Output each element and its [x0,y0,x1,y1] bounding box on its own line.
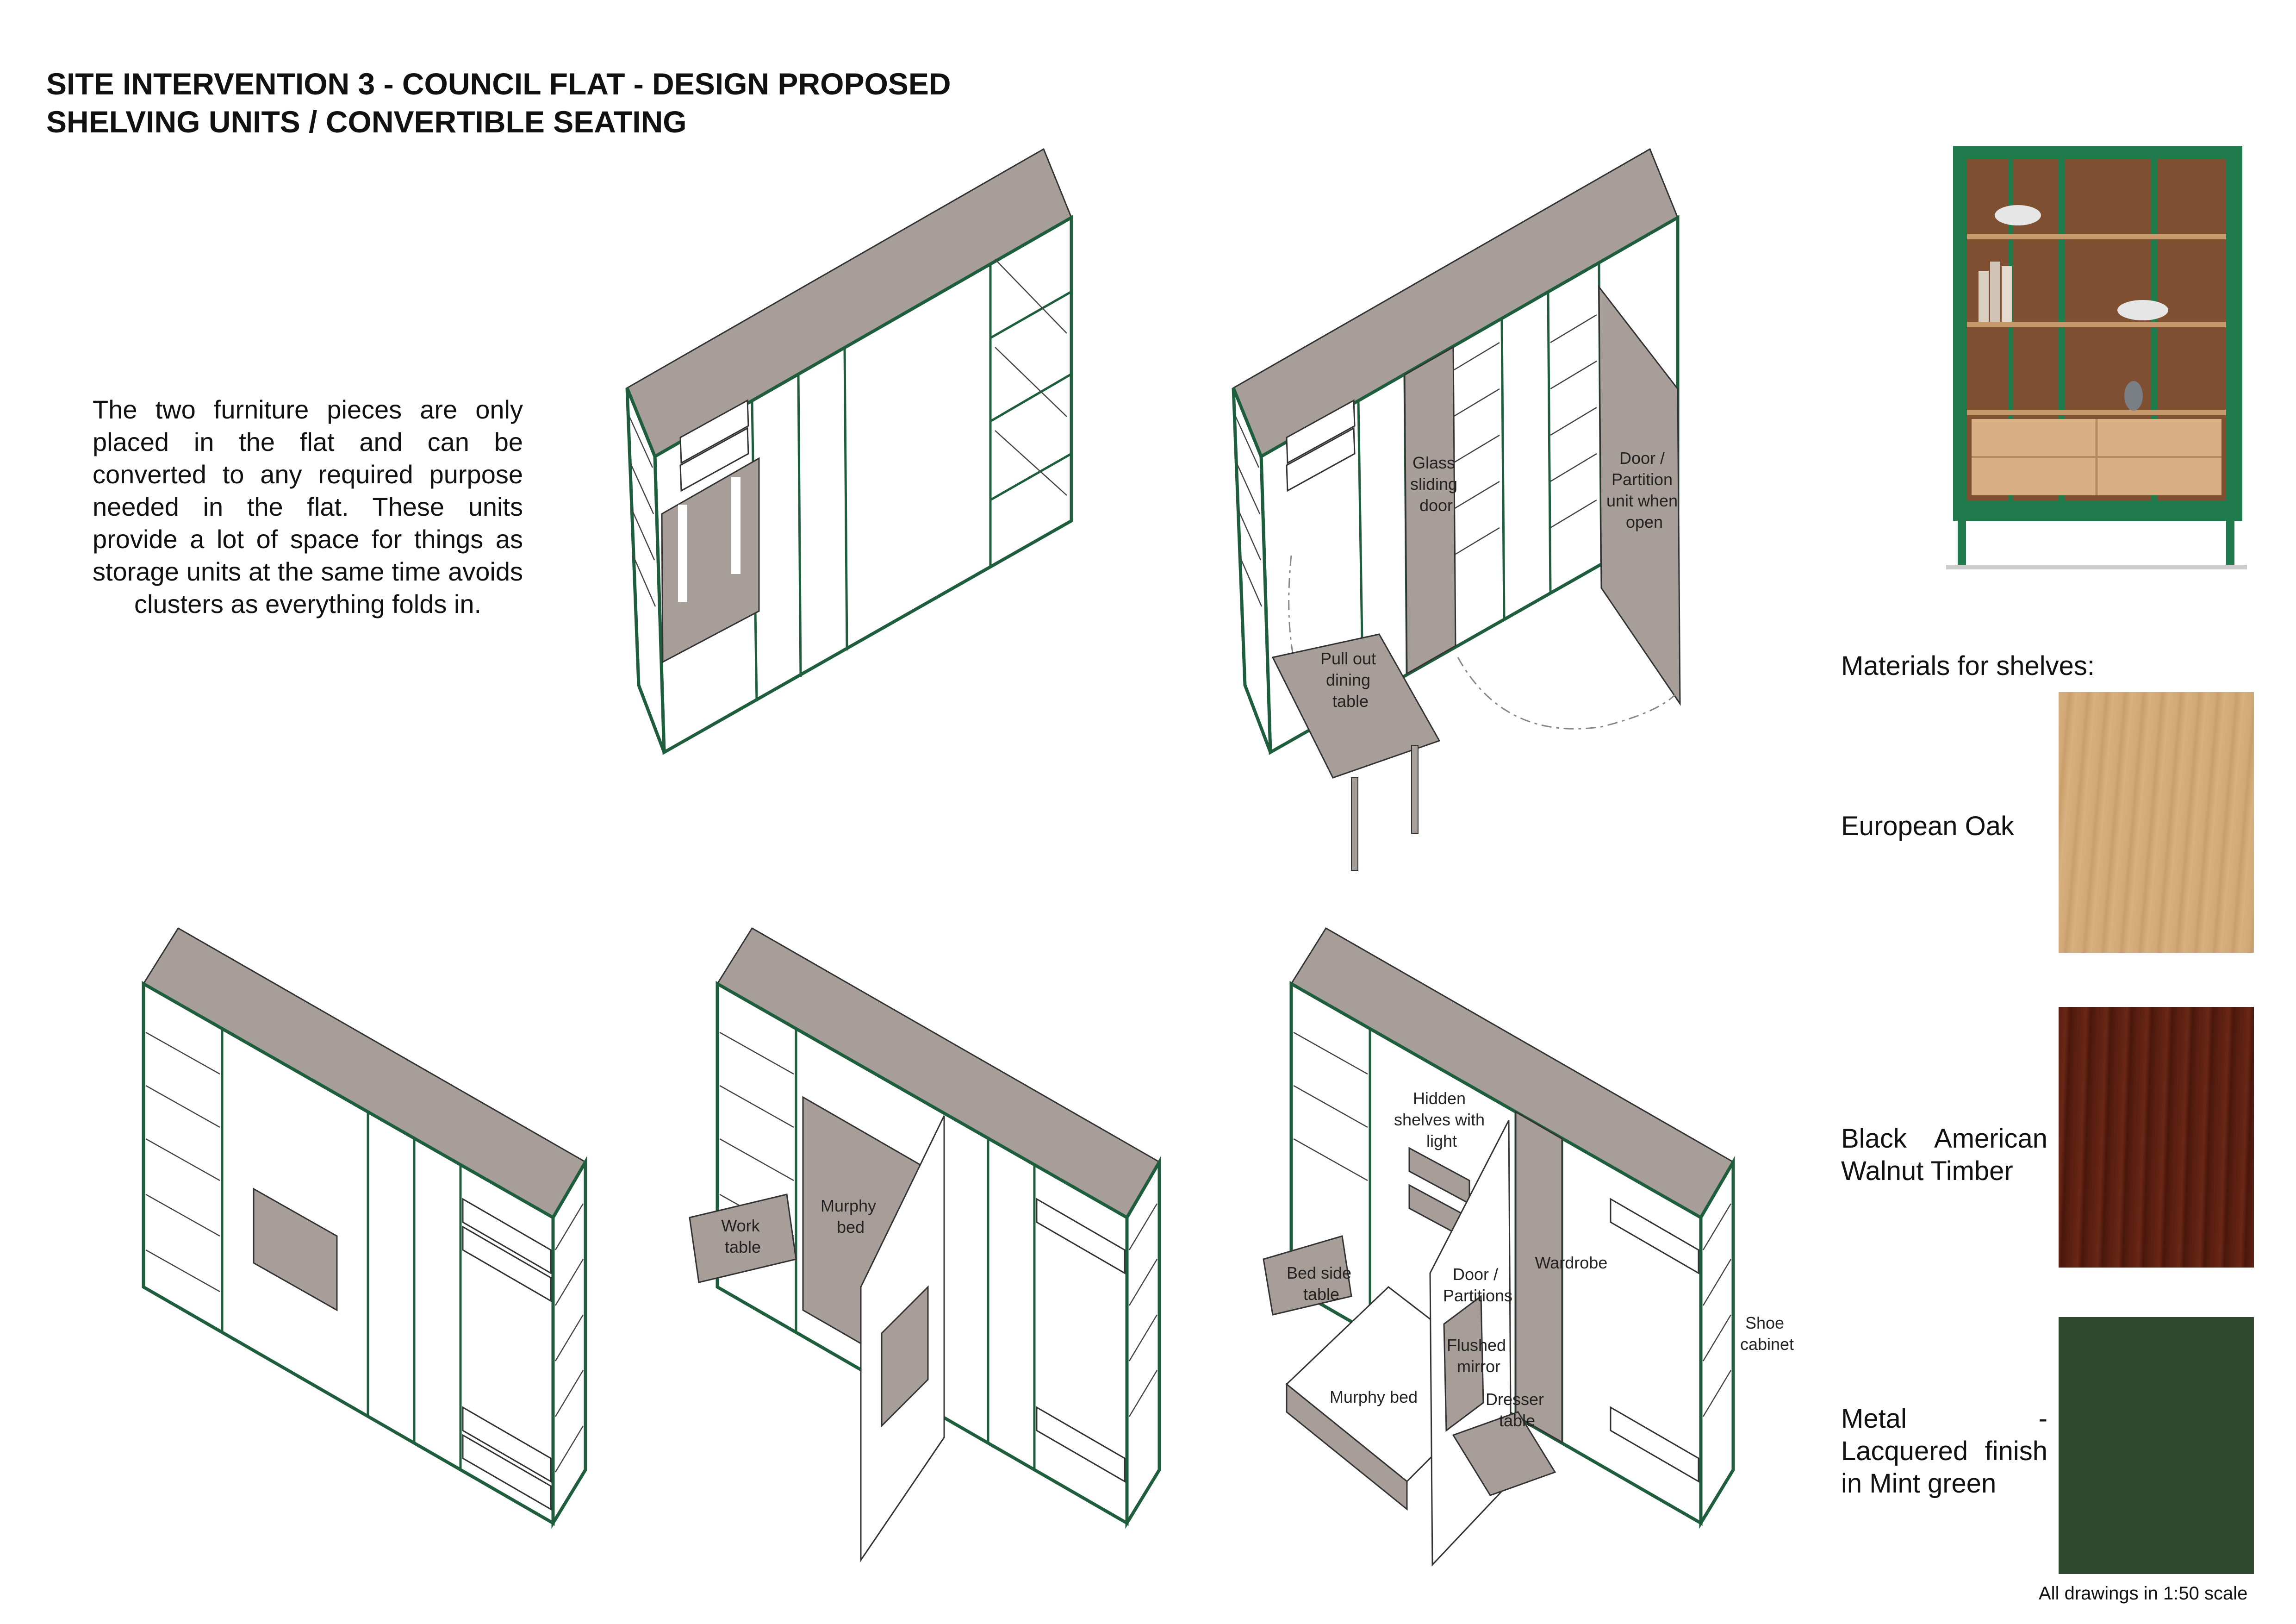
label-mbo-l1: Murphy bed [1329,1387,1418,1406]
label-wardrobe-l1: Wardrobe [1535,1253,1608,1272]
label-dp-l4: open [1625,512,1663,531]
label-sc-l1: Shoe [1745,1313,1785,1332]
label-shoe-cabinet [1740,1313,1794,1354]
label-dps-l1: Door / [1452,1265,1499,1284]
label-wt-l1: Work [721,1216,760,1235]
reference-cabinet-image [1946,146,2247,572]
material-name-metal: Metal - Lacquered finish in Mint green [1841,1404,2047,1499]
material-name-walnut: Black American Walnut Timber [1841,1124,2047,1186]
label-fm-l2: mirror [1457,1357,1500,1376]
label-glass-door-l3: door [1419,496,1453,515]
label-glass-door-l2: sliding [1410,475,1458,493]
label-dp-l3: unit when [1606,491,1678,510]
label-hs-l2: shelves with [1394,1110,1485,1129]
label-hs-l3: light [1426,1131,1457,1150]
label-pot-l1: Pull out [1320,649,1376,668]
label-bst-l1: Bed side [1286,1263,1352,1282]
label-mbc-l2: bed [836,1218,865,1237]
label-dt-l1: Dresser [1485,1390,1544,1409]
label-dps-l2: Partitions [1443,1286,1513,1305]
label-dt-l2: table [1499,1411,1536,1430]
label-sc-l2: cabinet [1740,1335,1794,1354]
materials-heading: Materials for shelves: [1841,651,2095,681]
unit-top-closed [627,149,1071,752]
swatch-metal-mint-green [2059,1317,2254,1574]
material-name-oak: European Oak [1841,811,2015,841]
title-line-2: SHELVING UNITS / CONVERTIBLE SEATING [46,105,687,139]
swatch-black-american-walnut [2059,1007,2254,1268]
title-line-1: SITE INTERVENTION 3 - COUNCIL FLAT - DESIGN PROPOSED [46,67,951,101]
label-glass-door-l1: Glass [1412,453,1456,472]
label-mbc-l1: Murphy [820,1196,877,1215]
unit-bottom-closed [143,928,585,1523]
unit-bottom-open [1263,928,1733,1565]
scale-note: All drawings in 1:50 scale [2039,1583,2248,1604]
label-hs-l1: Hidden [1412,1089,1466,1108]
description-text: The two furniture pieces are only placed in the flat and can be converted to any required purpose needed in the flat. These units provide a lot of space for things as storage units at the same time avoids clusters as everything folds in. [93,395,523,618]
label-wardrobe [1535,1253,1608,1272]
label-wt-l2: table [724,1237,761,1256]
label-dp-l1: Door / [1619,449,1665,468]
swatch-european-oak [2059,692,2254,953]
label-bst-l2: table [1303,1285,1340,1304]
label-pot-l3: table [1332,692,1369,711]
label-pot-l2: dining [1325,670,1371,689]
label-fm-l1: Flushed [1446,1336,1506,1355]
label-murphy-bed-open [1330,1387,1418,1406]
label-dp-l2: Partition [1611,470,1673,489]
